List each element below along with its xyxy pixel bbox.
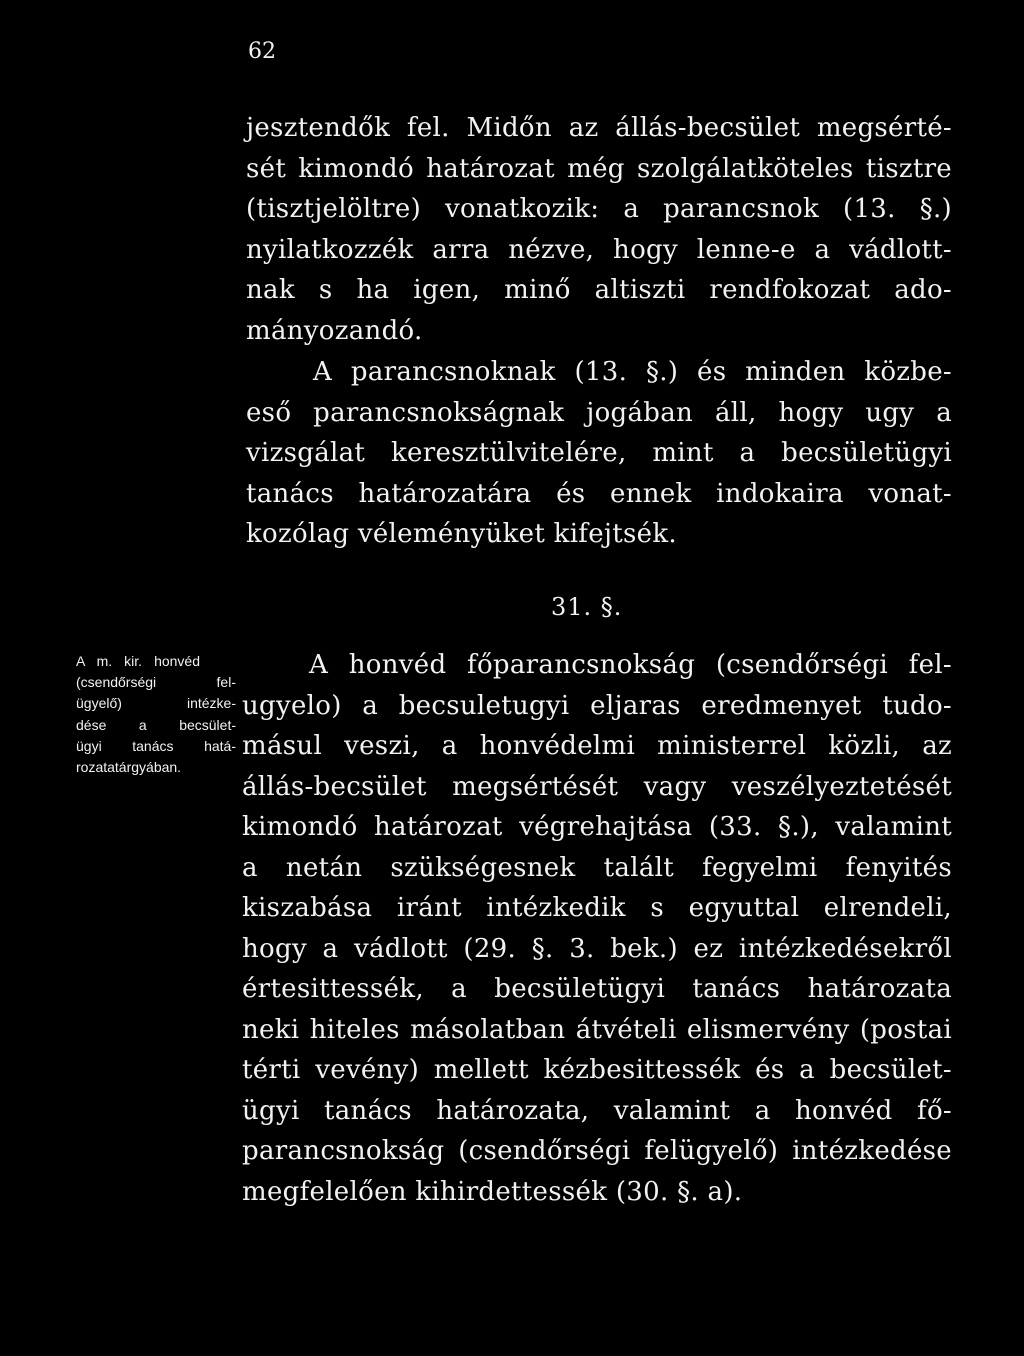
margin-note-line: A m. kir. honvéd: [76, 653, 200, 669]
text-line: kozólag véleményüket kifejtsék.: [246, 519, 677, 549]
section-heading: 31. §.: [551, 593, 623, 621]
margin-note: [76, 651, 236, 778]
paragraph-section-31: [242, 645, 952, 1212]
text-line: állás-becsület megsértését vagy veszélyeztetését: [242, 771, 952, 802]
text-line: másul veszi, a honvédelmi ministerrel közli, az: [242, 731, 952, 761]
text-line: parancsnokság (csendőrségi felügyelő) intézkedése: [242, 1136, 952, 1166]
text-line: jesztendők fel. Midőn az állás-becsület megsérté-: [246, 113, 952, 143]
margin-note-line: ügyi tanács hatá-: [76, 737, 236, 754]
text-line: neki hiteles másolatban átvételi elismervény (postai: [242, 1014, 952, 1045]
text-line: sét kimondó határozat még szolgálatköteles tisztre: [246, 153, 952, 184]
text-line: A parancsnoknak (13. §.) és minden közbe-: [313, 357, 952, 387]
paragraph-commanders-opinion: [246, 352, 952, 555]
text-line: megfelelően kihirdettessék (30. §. a).: [242, 1176, 743, 1207]
text-line: eső parancsnokságnak jogában áll, hogy ugy a: [246, 397, 952, 428]
text-line: térti vevény) mellett kézbesittessék és a becsület-: [242, 1055, 952, 1085]
text-line: nyilatkozzék arra nézve, hogy lenne-e a vádlott-: [246, 234, 952, 265]
text-line: kiszabása iránt intézkedik s egyuttal elrendeli,: [242, 893, 952, 923]
margin-note-line: (csendőrségi fel-: [76, 674, 236, 691]
text-line: hogy a vádlott (29. §. 3. bek.) ez intézkedésekről: [242, 933, 952, 964]
text-line: a netán szükségesnek talált fegyelmi fenyités: [242, 852, 952, 883]
text-line: A honvéd főparancsnokság (csendőrségi fel-: [309, 650, 952, 680]
text-line: ugyelo) a becsuletugyi eljaras eredmenyet tudo-: [242, 690, 952, 721]
text-line: tanács határozatára és ennek indokaira vonat-: [246, 478, 952, 509]
text-line: mányozandó.: [246, 315, 423, 346]
text-line: vizsgálat keresztülvitelére, mint a becsületügyi: [246, 438, 952, 468]
paragraph-continued: [246, 108, 952, 351]
margin-note-line: dése a becsület-: [76, 716, 236, 733]
text-line: értesittessék, a becsületügyi tanács határozata: [242, 974, 952, 1004]
margin-note-line: rozatatárgyában.: [76, 758, 182, 775]
margin-note-line: ügyelő) intézke-: [76, 695, 236, 712]
text-line: (tisztjelöltre) vonatkozik: a parancsnok (13. §.): [246, 194, 952, 224]
text-line: ügyi tanács határozata, valamint a honvéd fő-: [242, 1095, 952, 1126]
text-line: kimondó határozat végrehajtása (33. §.), valamint: [242, 812, 952, 842]
text-line: nak s ha igen, minő altiszti rendfokozat ado-: [246, 275, 952, 305]
page-number: 62: [248, 39, 276, 64]
